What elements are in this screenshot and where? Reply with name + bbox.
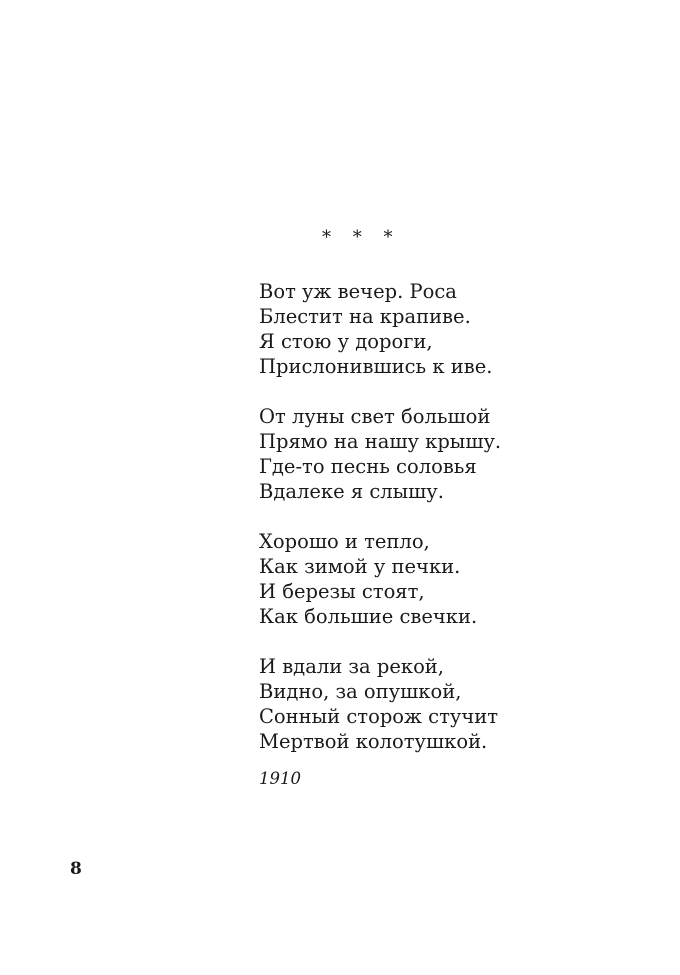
poem	[259, 279, 639, 779]
stanza-2	[259, 404, 639, 504]
poem-line: Где-то песнь соловья	[259, 455, 477, 478]
stanza-3	[259, 529, 639, 629]
poem-line: Видно, за опушкой,	[259, 680, 462, 703]
poem-line: Хорошо и тепло,	[259, 530, 430, 553]
poem-line: Как зимой у печки.	[259, 555, 461, 578]
poem-line: Прислонившись к иве.	[259, 355, 493, 378]
poem-line: От луны свет большой	[259, 405, 491, 428]
poem-line: Сонный сторож стучит	[259, 705, 499, 728]
poem-line: Блестит на крапиве.	[259, 305, 471, 328]
poem-line: Я стою у дороги,	[259, 330, 433, 353]
poem-line: И березы стоят,	[259, 580, 425, 603]
poem-line: Вдалеке я слышу.	[259, 480, 444, 503]
poem-line: Прямо на нашу крышу.	[259, 430, 502, 453]
poem-date: 1910	[259, 769, 301, 788]
section-ornament: * * *	[322, 227, 401, 248]
poem-line: Вот уж вечер. Роса	[259, 280, 457, 303]
poem-line: И вдали за рекой,	[259, 655, 445, 678]
stanza-1	[259, 279, 639, 379]
poem-line: Как большие свечки.	[259, 605, 478, 628]
page-number: 8	[70, 859, 82, 879]
stanza-4	[259, 654, 639, 754]
poem-line: Мертвой колотушкой.	[259, 730, 488, 753]
